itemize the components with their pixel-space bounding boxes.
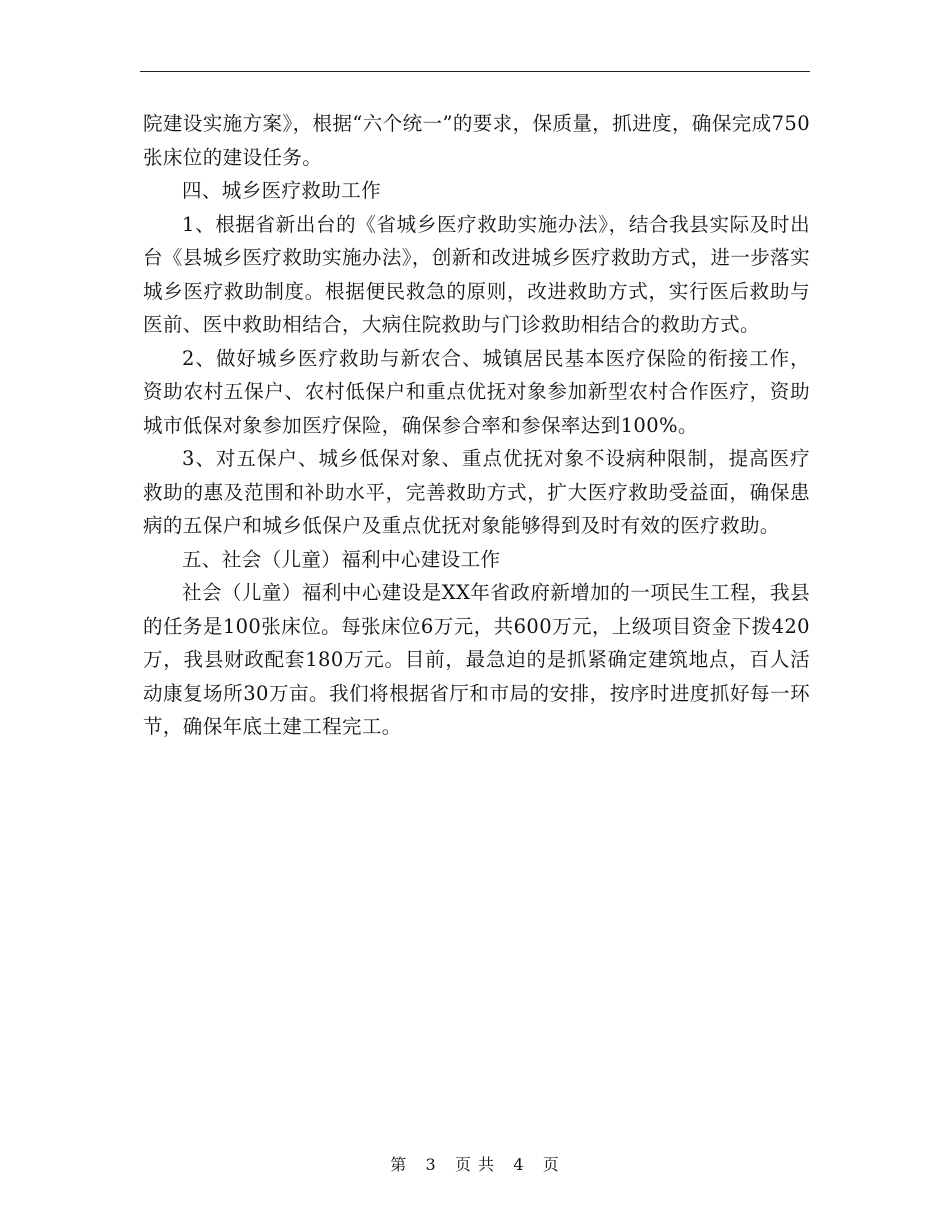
paragraph: 院建设实施方案》，根据“六个统一”的要求，保质量，抓进度，确保完成750张床位的建设任务。 [143, 112, 810, 169]
page-label-suffix: 页 [542, 1155, 560, 1174]
document-body [143, 107, 810, 744]
paragraph: 2、做好城乡医疗救助与新农合、城镇居民基本医疗保险的衔接工作，资助农村五保户、农村低保户和重点优抚对象参加新型农村合作医疗，资助城市低保对象参加医疗保险，确保参合率和参保率达到100%。 [143, 346, 810, 437]
page-footer [0, 1155, 950, 1175]
current-page-number: 3 [425, 1155, 437, 1174]
section-heading: 四、城乡医疗救助工作 [182, 179, 382, 202]
paragraph: 社会（儿童）福利中心建设是XX年省政府新增加的一项民生工程，我县的任务是100张床位。每张床位6万元，共600万元，上级项目资金下拨420万，我县财政配套180万元。目前，最急迫的是抓紧确定建筑地点，百人活动康复场所30万亩。我们将根据省厅和市局的安排，按序时进度抓好每一环节，确保年底土建工程完工。 [143, 581, 810, 738]
page-label-mid: 页 共 [454, 1155, 496, 1174]
paragraph: 1、根据省新出台的《省城乡医疗救助实施办法》，结合我县实际及时出台《县城乡医疗救助实施办法》，创新和改进城乡医疗救助方式，进一步落实城乡医疗救助制度。根据便民救急的原则，改进救助方式，实行医后救助与医前、医中救助相结合，大病住院救助与门诊救助相结合的救助方式。 [143, 212, 810, 336]
header-rule [140, 71, 810, 72]
total-pages-number: 4 [513, 1155, 525, 1174]
paragraph: 3、对五保户、城乡低保对象、重点优抚对象不设病种限制，提高医疗救助的惠及范围和补助水平，完善救助方式，扩大医疗救助受益面，确保患病的五保户和城乡低保户及重点优抚对象能够得到及时有效的医疗救助。 [143, 447, 810, 537]
page-label-prefix: 第 [390, 1155, 408, 1174]
section-heading: 五、社会（儿童）福利中心建设工作 [182, 547, 501, 571]
